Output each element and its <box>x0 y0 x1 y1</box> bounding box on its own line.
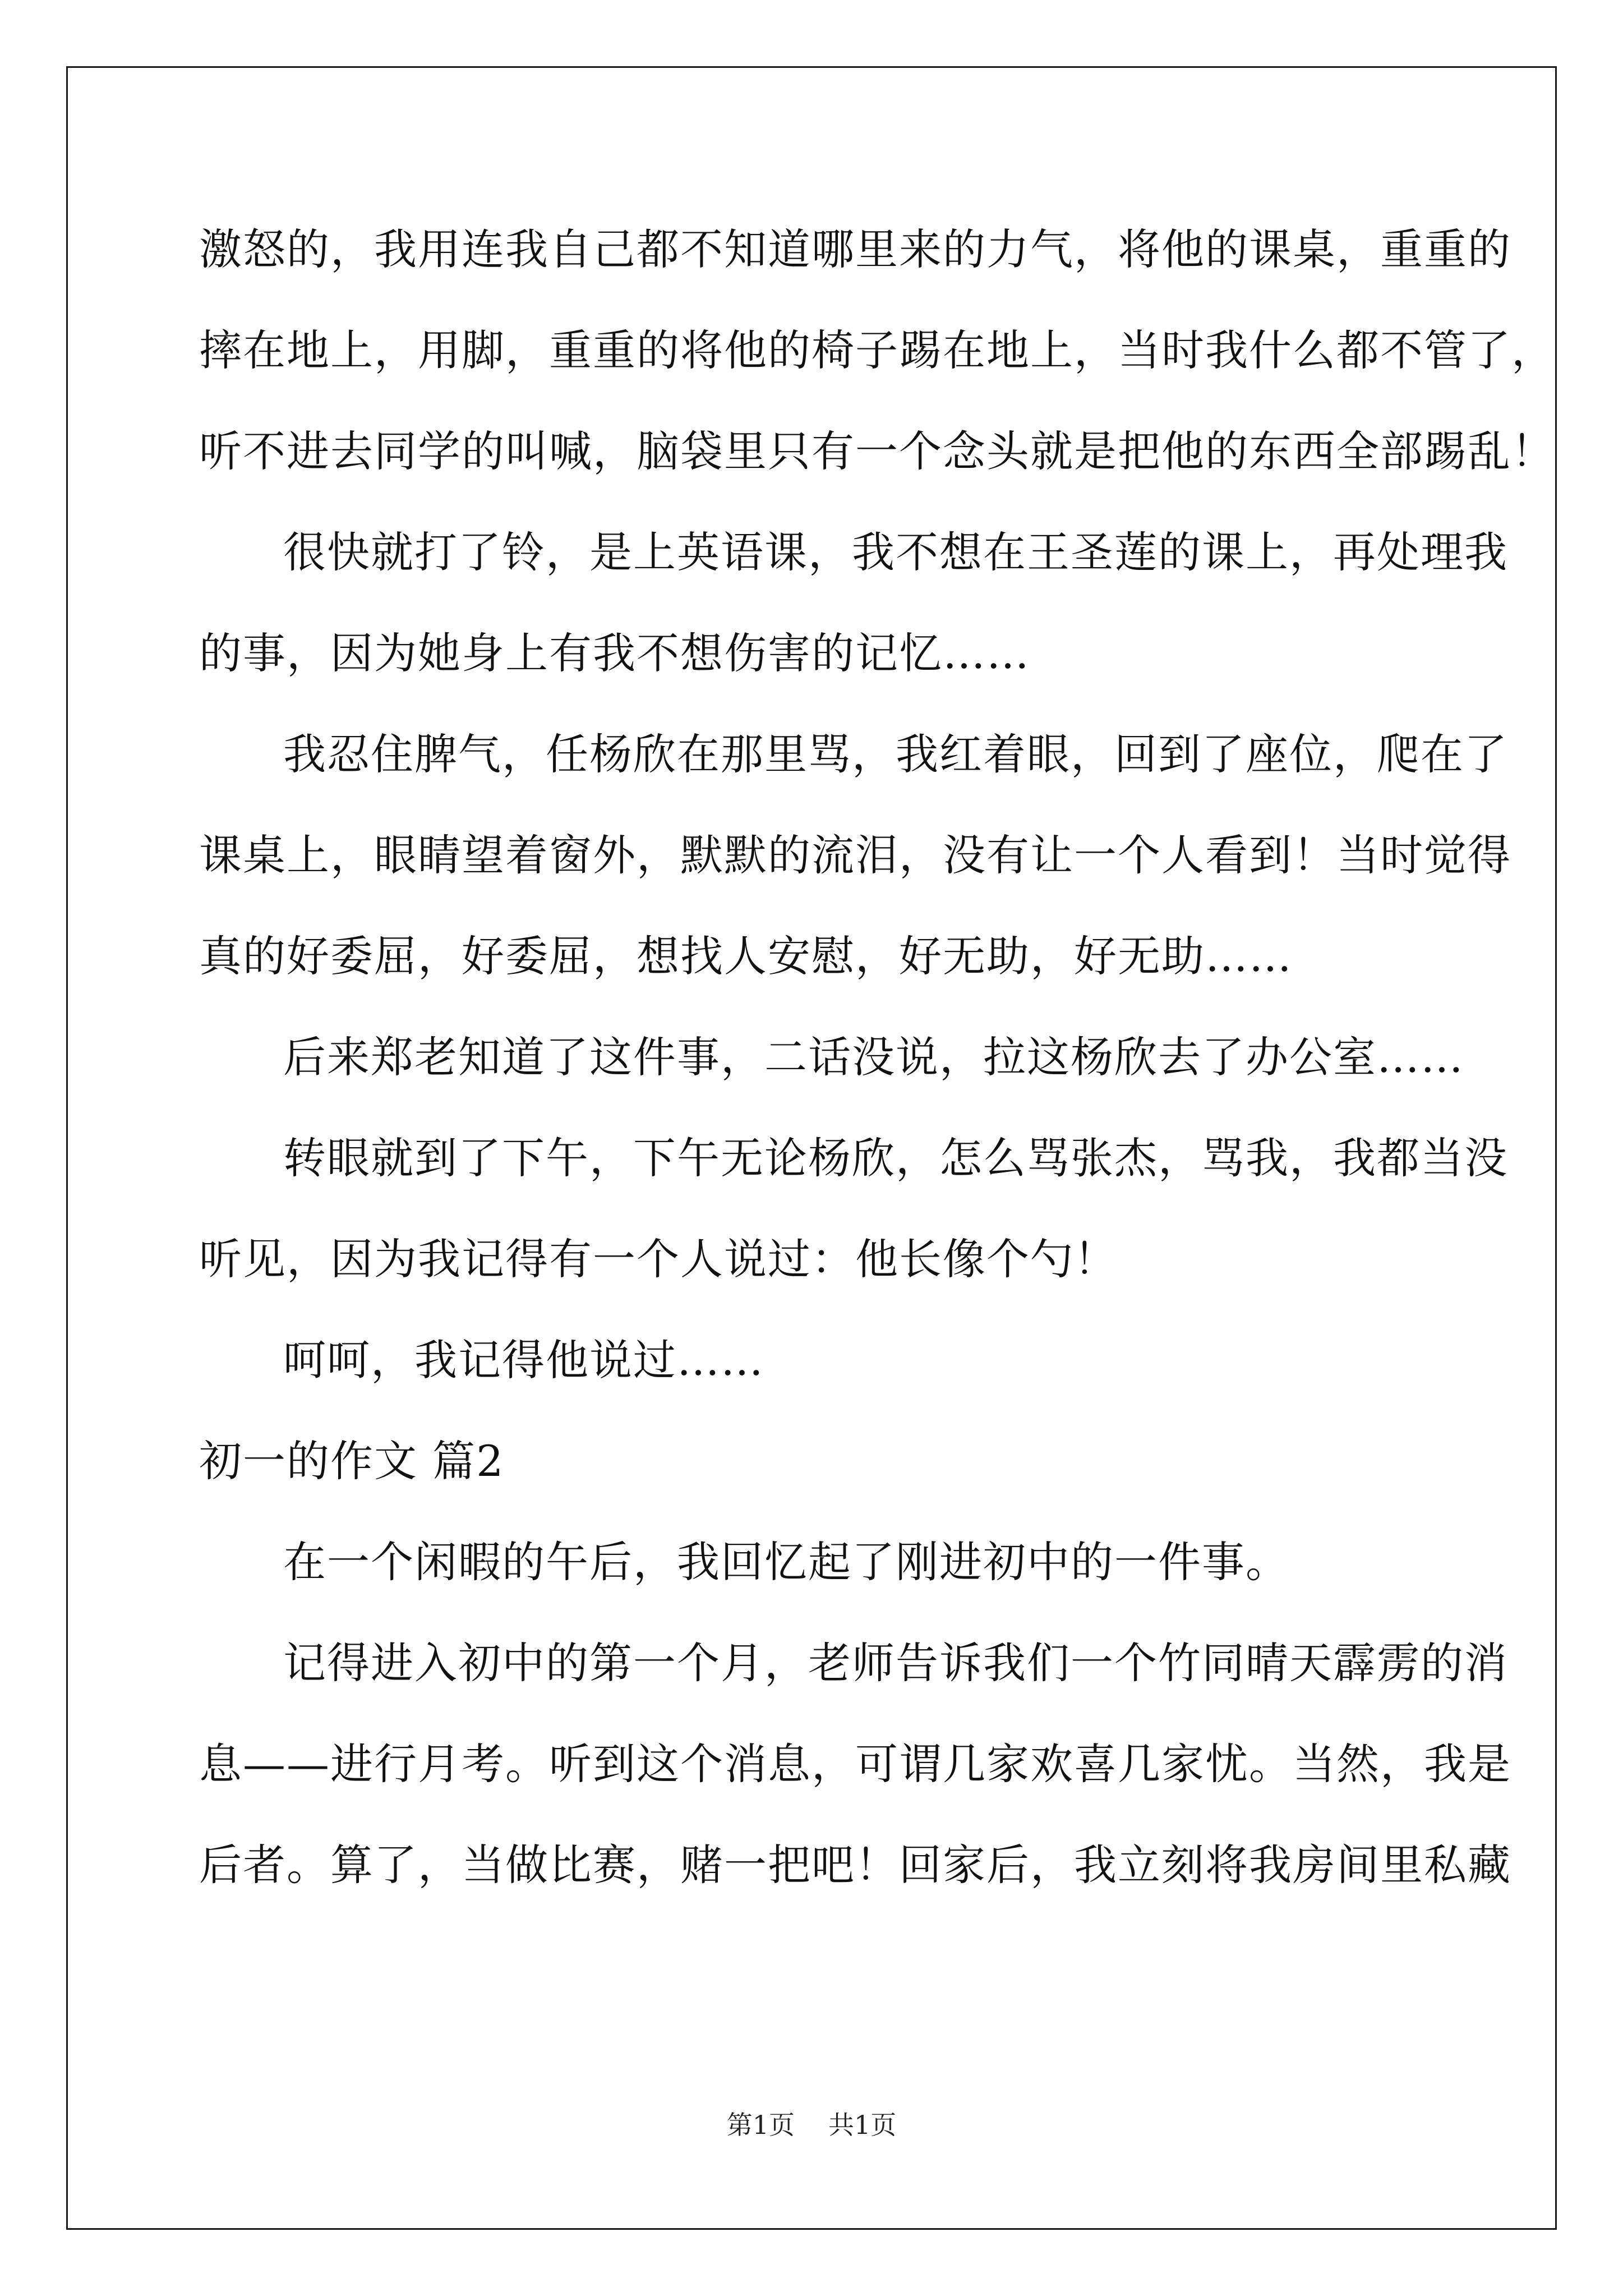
page-total: 共1页 <box>828 2110 897 2140</box>
text-line: 后来郑老知道了这件事，二话没说，拉这杨欣去了办公室…… <box>283 1032 1464 1082</box>
text-line: 后者。算了，当做比赛，赌一把吧！回家后，我立刻将我房间里私藏 <box>199 1840 1511 1890</box>
page-footer <box>0 2105 1623 2142</box>
text-line: 激怒的，我用连我自己都不知道哪里来的力气，将他的课桌，重重的 <box>199 224 1511 274</box>
text-line: 摔在地上，用脚，重重的将他的椅子踢在地上，当时我什么都不管了， <box>199 325 1555 375</box>
text-line: 在一个闲暇的午后，我回忆起了刚进初中的一件事。 <box>283 1537 1289 1587</box>
text-line: 转眼就到了下午，下午无论杨欣，怎么骂张杰，骂我，我都当没 <box>283 1133 1508 1183</box>
text-line: 呵呵，我记得他说过…… <box>283 1335 764 1385</box>
text-line: 听见，因为我记得有一个人说过：他长像个勺！ <box>199 1234 1118 1284</box>
text-line: 的事，因为她身上有我不想伤害的记忆…… <box>199 628 1030 678</box>
text-line: 真的好委屈，好委屈，想找人安慰，好无助，好无助…… <box>199 931 1293 981</box>
section-heading: 初一的作文 篇2 <box>199 1436 505 1486</box>
text-line: 很快就打了铃，是上英语课，我不想在王圣莲的课上，再处理我 <box>283 527 1508 577</box>
text-line: 听不进去同学的叫喊，脑袋里只有一个念头就是把他的东西全部踢乱！ <box>199 426 1555 476</box>
text-line: 课桌上，眼睛望着窗外，默默的流泪，没有让一个人看到！当时觉得 <box>199 830 1511 880</box>
document-body <box>199 222 1555 1938</box>
text-line: 息——进行月考。听到这个消息，可谓几家欢喜几家忧。当然，我是 <box>199 1739 1511 1789</box>
page-number: 第1页 <box>726 2110 795 2140</box>
text-line: 我忍住脾气，任杨欣在那里骂，我红着眼，回到了座位，爬在了 <box>283 729 1508 779</box>
text-line: 记得进入初中的第一个月，老师告诉我们一个竹同晴天霹雳的消 <box>283 1638 1508 1688</box>
